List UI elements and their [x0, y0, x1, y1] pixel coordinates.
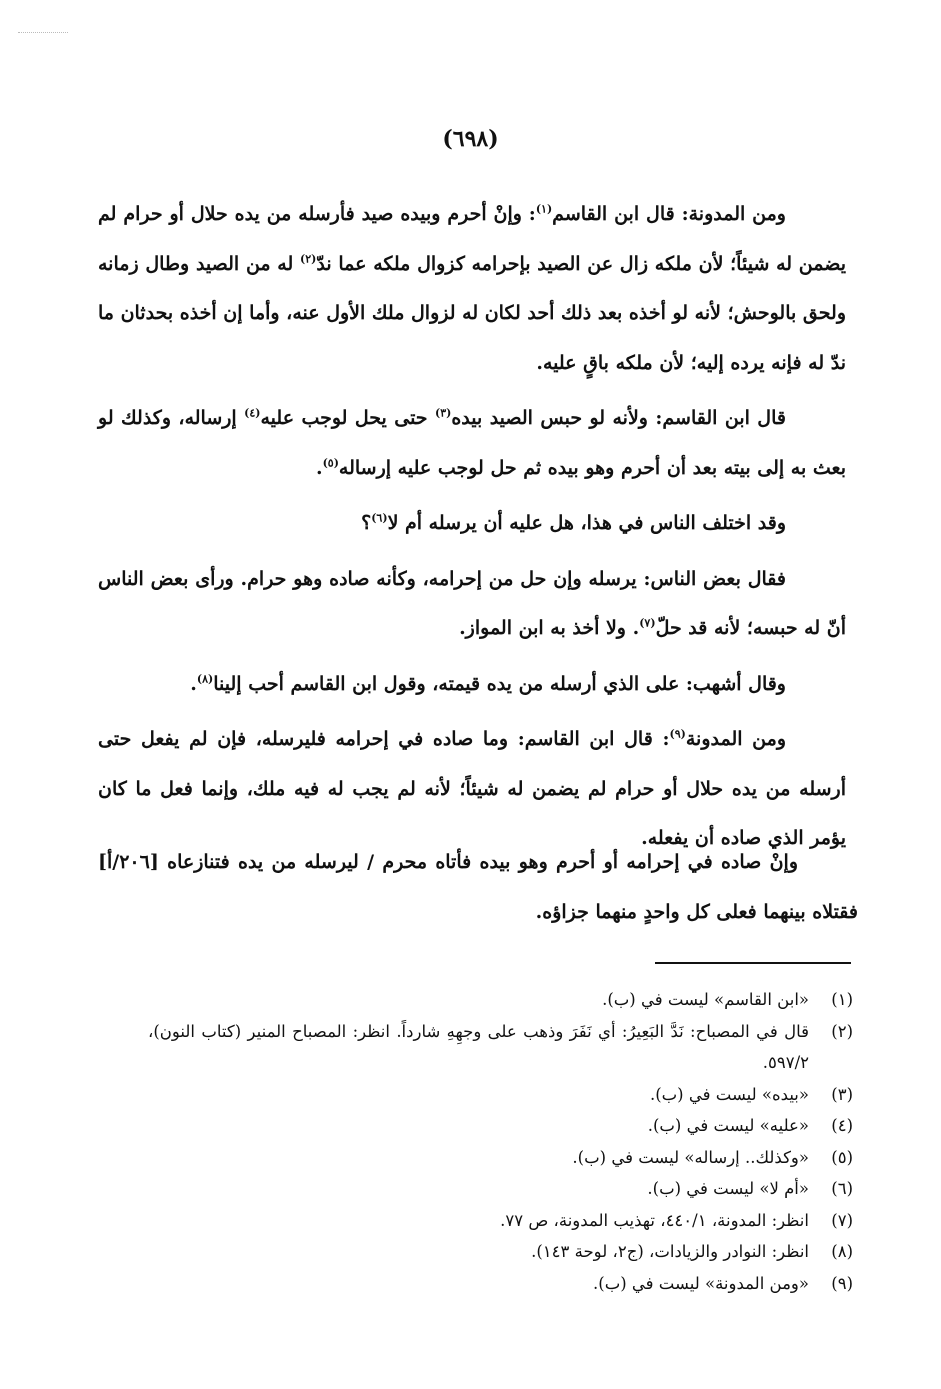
footnote-number: (٧) [831, 1210, 853, 1230]
paragraph-1: ومن المدونة: قال ابن القاسم$^{(١)}$: وإنْ أحرم وبيده صيد فأرسله من يده حلال أو حرام لم يضمن له شيئاً؛ لأن ملكه زال عن الصيد بإحرامه كزوال ملكه عما ندّ$^{(٢)}$ له من الصيد وطال زمانه ولحق بالوحش؛ لأنه لو أخذه بعد ذلك أحد لكان له لزوال ملك الأول عنه، وأما إن أخذه بحدثان ما ندّ له فإنه يرده إليه؛ لأن ملكه باقٍ عليه. [97, 202, 847, 374]
footnote-item [148, 1142, 853, 1174]
footnote-number: (٦) [831, 1179, 853, 1198]
footnote-text: «عليه» ليست في (ب). [647, 1116, 809, 1135]
footnote-text: انظر: المدونة، ٤٤٠/١، تهذيب المدونة، ص ٧٧. [500, 1210, 809, 1230]
footnote-ref[interactable]: (١) [535, 202, 553, 216]
paragraph-3: وقد اختلف الناس في هذا، هل عليه أن يرسله أم لا$^{(٦)}$؟ [361, 511, 786, 534]
footnote-ref[interactable]: (٩) [669, 727, 686, 741]
scan-speck [18, 32, 68, 39]
footnote-item [148, 1268, 853, 1300]
footnote-ref[interactable]: (٢) [300, 252, 317, 266]
footnote-ref[interactable]: (٧) [639, 616, 656, 630]
footnote-text: «ومن المدونة» ليست في (ب). [593, 1273, 809, 1293]
footnote-number: (٩) [831, 1273, 853, 1293]
footnote-text: «ابن القاسم» ليست في (ب). [602, 990, 809, 1009]
footnote-item [148, 1079, 853, 1111]
footnote-separator [655, 962, 851, 964]
footnote-item [148, 1205, 853, 1237]
paragraph-7: وإنْ صاده في إحرامه أو أحرم وهو بيده فأتاه محرم / ليرسله من يده فتنازعاه [٢٠٦/أ] فقتلاه بينهما فعلى كل واحدٍ منهما جزاؤه. [98, 851, 858, 923]
footnote-text: «وكذلك.. إرساله» ليست في (ب). [572, 1147, 809, 1167]
paragraph-6: ومن المدونة$^{(٩)}$: قال ابن القاسم: وما صاده في إحرامه فليرسله، فإن لم يفعل حتى أرسله من يده حلال أو حرام لم يضمن له شيئاً؛ لأنه لم يجب له فيه ملك، وإنما فعل ما كان يؤمر الذي صاده أن يفعله. [98, 727, 846, 849]
footnote-ref[interactable]: (٨) [196, 672, 214, 686]
body-text [98, 190, 846, 864]
footnote-item [148, 1110, 853, 1142]
footnotes [148, 984, 853, 1299]
footnote-ref[interactable]: (٣) [434, 406, 452, 420]
footnote-number: (٨) [831, 1242, 853, 1261]
footnote-number: (٣) [831, 1084, 853, 1104]
footnote-text: انظر: النوادر والزيادات، (ج٢، لوحة ١٤٣). [531, 1242, 809, 1261]
footnote-ref[interactable]: (٦) [371, 511, 388, 525]
footnote-number: (٤) [831, 1116, 853, 1135]
paragraph-5: وقال أشهب: على الذي أرسله من يده قيمته، وقول ابن القاسم أحب إلينا$^{(٨)}$. [190, 672, 786, 695]
footnote-text: «بيده» ليست في (ب). [649, 1084, 809, 1104]
footnote-item [148, 1173, 853, 1205]
footnote-number: (٥) [831, 1147, 853, 1167]
manuscript-folio-ref: [٢٠٦/أ] [98, 851, 168, 873]
footnote-number: (٢) [831, 1021, 853, 1041]
footnote-item [148, 1016, 853, 1079]
footnote-item [148, 1236, 853, 1268]
body-text-continued [98, 838, 858, 937]
paragraph-2: قال ابن القاسم: ولأنه لو حبس الصيد بيده$^{(٣)}$ حتى يحل لوجب عليه$^{(٤)}$ إرساله، وكذلك لو بعث به إلى بيته بعد أن أحرم وهو بيده ثم حل لوجب عليه إرساله$^{(٥)}$. [98, 406, 846, 479]
page-number: (٦٩٨) [442, 126, 499, 152]
footnote-ref[interactable]: (٥) [322, 456, 339, 470]
footnote-ref[interactable]: (٤) [244, 406, 261, 420]
footnote-text: قال في المصباح: نَدَّ البَعِيرُ: أي نَفَرَ وذهب على وجهِهِ شارداً. انظر: المصباح المنير (كتاب النون)، ٥٩٧/٢. [148, 1021, 809, 1072]
paragraph-4: فقال بعض الناس: يرسله وإن حل من إحرامه، وكأنه صاده وهو حرام. ورأى بعض الناس أنّ له حبسه؛ لأنه قد حلّ$^{(٧)}$. ولا أخذ به ابن المواز. [98, 567, 846, 639]
footnote-text: «أم لا» ليست في (ب). [647, 1179, 809, 1198]
footnote-number: (١) [831, 990, 853, 1009]
footnote-item [148, 984, 853, 1016]
